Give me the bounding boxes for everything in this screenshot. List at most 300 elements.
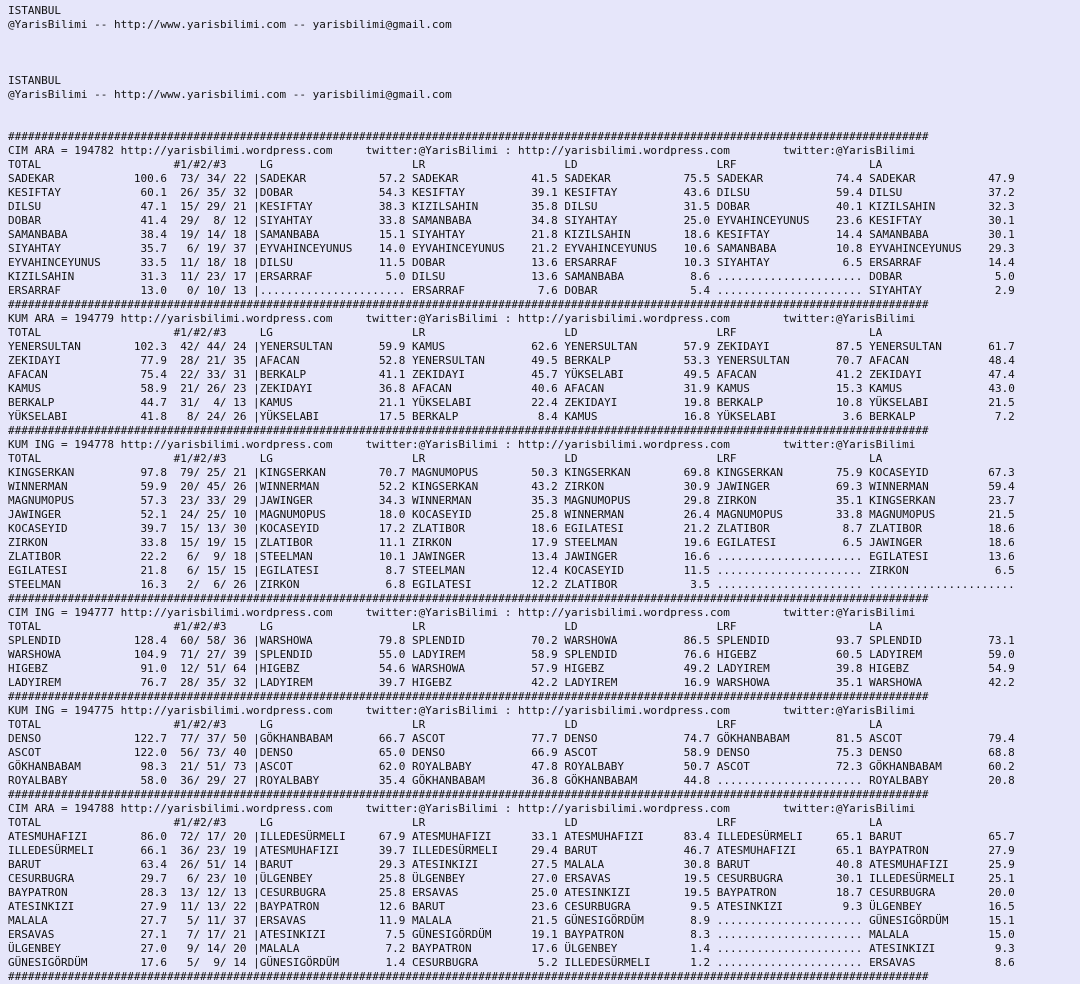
ranked-score: 26.4 xyxy=(683,508,711,521)
ranked-score: 13.6 xyxy=(531,270,558,283)
twitter-handle[interactable]: twitter:@YarisBilimi xyxy=(782,438,916,451)
twitter-handle[interactable]: twitter:@YarisBilimi xyxy=(365,802,499,815)
table-row: BARUT 63.4 26/ 51/ 14 |BARUT 29.3 ATESINKIZI 27.5 MALALA 30.8 BARUT 40.8 ATESMUHAFIZI 25.9 xyxy=(8,858,1015,871)
twitter-handle[interactable]: twitter:@YarisBilimi xyxy=(782,704,916,717)
ranked-horse-name: DENSO xyxy=(412,746,446,759)
ranked-horse-name: ERSAVAS xyxy=(259,914,307,927)
ranked-horse-name: KOCASEYID xyxy=(869,466,929,479)
ranked-score: 70.7 xyxy=(835,354,863,367)
ranked-score: 41.1 xyxy=(378,368,406,381)
place-counts: 6/ 9/ 18 xyxy=(173,550,247,563)
column-header-lrf: LRF xyxy=(716,452,737,465)
ranked-horse-name: HIGEBZ xyxy=(412,676,452,689)
wordpress-link[interactable]: http://yarisbilimi.wordpress.com xyxy=(120,312,333,325)
ranked-horse-name: ZIRKON xyxy=(412,536,452,549)
column-header-lr: LR xyxy=(412,326,426,339)
place-counts: 7/ 17/ 21 xyxy=(173,928,247,941)
site-link[interactable]: http://www.yarisbilimi.com xyxy=(113,18,287,31)
ranked-horse-name: CESURBUGRA xyxy=(716,872,783,885)
ranked-score: 21.5 xyxy=(988,508,1015,521)
ranked-horse-name: ASCOT xyxy=(564,746,598,759)
ranked-score: 14.4 xyxy=(988,256,1015,269)
ranked-score: 17.2 xyxy=(378,522,406,535)
ranked-horse-name: ILLEDESÜRMELI xyxy=(716,830,803,843)
ranked-score: 39.1 xyxy=(531,186,558,199)
ranked-horse-name: ZEKIDAYI xyxy=(869,368,923,381)
ranked-horse-name: ILLEDESÜRMELI xyxy=(259,830,346,843)
wordpress-link[interactable]: http://yarisbilimi.wordpress.com xyxy=(517,438,730,451)
column-header-lr: LR xyxy=(412,452,426,465)
separator-line: ########################################################################################################################################### xyxy=(8,970,929,983)
twitter-handle[interactable]: twitter:@YarisBilimi xyxy=(782,606,916,619)
ranked-score: 33.8 xyxy=(378,214,406,227)
total-score: 27.7 xyxy=(140,914,167,927)
total-score: 57.3 xyxy=(140,494,167,507)
table-row: YÜKSELABI 41.8 8/ 24/ 26 |YÜKSELABI 17.5 BERKALP 8.4 KAMUS 16.8 YÜKSELABI 3.6 BERKALP 7.2 xyxy=(8,410,1015,423)
ranked-horse-name: KINGSERKAN xyxy=(259,466,326,479)
ranked-score: 11.1 xyxy=(378,536,406,549)
ranked-horse-name: KINGSERKAN xyxy=(412,480,479,493)
ranked-horse-name: ZEKIDAYI xyxy=(412,368,466,381)
ranked-horse-name: KESIFTAY xyxy=(869,214,923,227)
horse-name: CESURBUGRA xyxy=(8,872,75,885)
ranked-horse-name: MAGNUMOPUS xyxy=(716,508,783,521)
place-counts: 20/ 45/ 26 xyxy=(173,480,247,493)
ranked-horse-name: ASCOT xyxy=(259,760,293,773)
ranked-score: 74.7 xyxy=(683,732,711,745)
ranked-horse-name: BERKALP xyxy=(412,410,459,423)
ranked-horse-name: YENERSULTAN xyxy=(716,354,790,367)
table-row: EYVAHINCEYUNUS 33.5 11/ 18/ 18 |DILSU 11.5 DOBAR 13.6 ERSARRAF 10.3 SIYAHTAY 6.5 ERSARRAF 14.4 xyxy=(8,256,1015,269)
column-header-line xyxy=(8,158,1080,172)
ranked-score: 18.6 xyxy=(683,228,711,241)
race-title: CIM ARA = 194782 xyxy=(8,144,114,157)
ranked-score: 30.1 xyxy=(835,872,863,885)
horse-name: SPLENDID xyxy=(8,634,61,647)
place-counts: 5/ 9/ 14 xyxy=(173,956,247,969)
ranked-horse-name: ERSAVAS xyxy=(564,872,611,885)
ranked-horse-name: BARUT xyxy=(259,858,293,871)
ranked-score: 47.4 xyxy=(988,368,1015,381)
ranked-score: 10.1 xyxy=(378,550,406,563)
ranked-horse-name: BAYPATRON xyxy=(564,928,624,941)
horse-name: SAMANBABA xyxy=(8,228,68,241)
table-row: DENSO 122.7 77/ 37/ 50 |GÖKHANBABAM 66.7 ASCOT 77.7 DENSO 74.7 GÖKHANBABAM 81.5 ASCOT 79.4 xyxy=(8,732,1015,745)
total-header: TOTAL xyxy=(8,158,42,171)
ranked-horse-name: KESIFTAY xyxy=(412,186,466,199)
ranked-score: 2.9 xyxy=(994,284,1015,297)
column-header-lrf: LRF xyxy=(716,816,737,829)
ranked-horse-name: YÜKSELABI xyxy=(869,396,929,409)
ranked-score: 35.8 xyxy=(531,200,558,213)
ranked-score: 65.1 xyxy=(835,844,863,857)
ranked-horse-name: ZIRKON xyxy=(869,564,909,577)
column-header-lg: LG xyxy=(259,452,273,465)
ranked-horse-name: DOBAR xyxy=(869,270,903,283)
horse-name: BARUT xyxy=(8,858,42,871)
place-counts: 6/ 15/ 15 xyxy=(173,564,247,577)
ranked-score: 67.3 xyxy=(988,466,1015,479)
column-header-lg: LG xyxy=(259,158,273,171)
ranked-score: 5.0 xyxy=(994,270,1015,283)
place-counts: 22/ 33/ 31 xyxy=(173,368,247,381)
ranked-horse-name: EGILATESI xyxy=(869,550,929,563)
ranked-score: 38.3 xyxy=(378,200,406,213)
ranked-horse-name: BARUT xyxy=(564,844,598,857)
places-header: #1/#2/#3 xyxy=(173,326,227,339)
ranked-score: 62.0 xyxy=(378,760,406,773)
ranked-score: 22.4 xyxy=(531,396,558,409)
email-link[interactable]: yarisbilimi@gmail.com xyxy=(312,18,452,31)
table-row: MAGNUMOPUS 57.3 23/ 33/ 29 |JAWINGER 34.3 WINNERMAN 35.3 MAGNUMOPUS 29.8 ZIRKON 35.1 KINGSERKAN 23.7 xyxy=(8,494,1015,507)
ranked-horse-name: ROYALBABY xyxy=(564,760,624,773)
ranked-score: 75.9 xyxy=(835,466,863,479)
ranked-score: 25.0 xyxy=(683,214,711,227)
ranked-score: 33.8 xyxy=(835,508,863,521)
column-header-line xyxy=(8,452,1080,466)
city-label: ISTANBUL xyxy=(8,4,61,17)
total-score: 33.5 xyxy=(140,256,167,269)
ranked-score: 35.1 xyxy=(835,676,863,689)
wordpress-link[interactable]: http://yarisbilimi.wordpress.com xyxy=(120,606,333,619)
ranked-score: 16.9 xyxy=(683,676,711,689)
ranked-horse-name: ERSAVAS xyxy=(869,956,916,969)
table-row: DILSU 47.1 15/ 29/ 21 |KESIFTAY 38.3 KIZILSAHIN 35.8 DILSU 31.5 DOBAR 40.1 KIZILSAHIN 32.3 xyxy=(8,200,1015,213)
table-row: SIYAHTAY 35.7 6/ 19/ 37 |EYVAHINCEYUNUS 14.0 EYVAHINCEYUNUS 21.2 EYVAHINCEYUNUS 10.6 SAMANBABA 10.8 EYVAHINCEYUNUS 29.3 xyxy=(8,242,1015,255)
column-header-la: LA xyxy=(869,158,883,171)
ranked-score: 19.5 xyxy=(683,886,711,899)
table-row: GÜNESIGÖRDÜM 17.6 5/ 9/ 14 |GÜNESIGÖRDÜM 1.4 CESURBUGRA 5.2 ILLEDESÜRMELI 1.2 ...................... ERSAVAS 8.6 xyxy=(8,956,1015,969)
total-score: 104.9 xyxy=(133,648,167,661)
ranked-score: 46.7 xyxy=(683,844,711,857)
place-counts: 77/ 37/ 50 xyxy=(173,732,247,745)
header-city xyxy=(8,4,1080,18)
horse-name: MALALA xyxy=(8,914,48,927)
twitter-handle[interactable]: twitter:@YarisBilimi xyxy=(365,144,499,157)
place-counts: 71/ 27/ 39 xyxy=(173,648,247,661)
ranked-horse-name: LADYIREM xyxy=(564,676,618,689)
total-header: TOTAL xyxy=(8,326,42,339)
total-score: 44.7 xyxy=(140,396,167,409)
total-header: TOTAL xyxy=(8,816,42,829)
table-row: GÖKHANBABAM 98.3 21/ 51/ 73 |ASCOT 62.0 ROYALBABY 47.8 ROYALBABY 50.7 ASCOT 72.3 GÖKHANBABAM 60.2 xyxy=(8,760,1015,773)
table-row: ERSARRAF 13.0 0/ 10/ 13 |...................... ERSARRAF 7.6 DOBAR 5.4 ...................... SIYAHTAY 2.9 xyxy=(8,284,1015,297)
wordpress-link[interactable]: http://yarisbilimi.wordpress.com xyxy=(120,704,333,717)
place-counts: 15/ 19/ 15 xyxy=(173,536,247,549)
place-counts: 26/ 51/ 14 xyxy=(173,858,247,871)
twitter-handle[interactable]: twitter:@YarisBilimi xyxy=(365,312,499,325)
ranked-horse-name: SIYAHTAY xyxy=(259,214,313,227)
ranked-score: 35.3 xyxy=(531,494,558,507)
blank-line xyxy=(8,60,1080,74)
ranked-score: 43.2 xyxy=(531,480,558,493)
total-score: 63.4 xyxy=(140,858,167,871)
place-counts: 21/ 51/ 73 xyxy=(173,760,247,773)
ranked-horse-name: SIYAHTAY xyxy=(869,284,923,297)
places-header: #1/#2/#3 xyxy=(173,158,227,171)
ranked-horse-name: JAWINGER xyxy=(716,480,770,493)
table-row: HIGEBZ 91.0 12/ 51/ 64 |HIGEBZ 54.6 WARSHOWA 57.9 HIGEBZ 49.2 LADYIREM 39.8 HIGEBZ 54.9 xyxy=(8,662,1015,675)
ranked-horse-name: SIYAHTAY xyxy=(412,228,466,241)
wordpress-link[interactable]: http://yarisbilimi.wordpress.com xyxy=(517,312,730,325)
place-counts: 11/ 18/ 18 xyxy=(173,256,247,269)
wordpress-link[interactable]: http://yarisbilimi.wordpress.com xyxy=(120,144,333,157)
ranked-score: 49.5 xyxy=(531,354,558,367)
twitter-handle[interactable]: twitter:@YarisBilimi xyxy=(365,606,499,619)
ranked-score: 6.5 xyxy=(842,256,863,269)
table-row: ASCOT 122.0 56/ 73/ 40 |DENSO 65.0 DENSO 66.9 ASCOT 58.9 DENSO 75.3 DENSO 68.8 xyxy=(8,746,1015,759)
table-row: STEELMAN 16.3 2/ 6/ 26 |ZIRKON 6.8 EGILATESI 12.2 ZLATIBOR 3.5 ...................... ...................... xyxy=(8,578,1015,591)
ranked-horse-name: GÖKHANBABAM xyxy=(412,774,485,787)
place-counts: 31/ 4/ 13 xyxy=(173,396,247,409)
table-row: ZIRKON 33.8 15/ 19/ 15 |ZLATIBOR 11.1 ZIRKON 17.9 STEELMAN 19.6 EGILATESI 6.5 JAWINGER 18.6 xyxy=(8,536,1015,549)
table-row: YENERSULTAN 102.3 42/ 44/ 24 |YENERSULTAN 59.9 KAMUS 62.6 YENERSULTAN 57.9 ZEKIDAYI 87.5 YENERSULTAN 61.7 xyxy=(8,340,1015,353)
horse-name: KINGSERKAN xyxy=(8,466,75,479)
column-header-la: LA xyxy=(869,452,883,465)
total-score: 122.0 xyxy=(133,746,167,759)
wordpress-link[interactable]: http://yarisbilimi.wordpress.com xyxy=(120,802,333,815)
table-row: ZLATIBOR 22.2 6/ 9/ 18 |STEELMAN 10.1 JAWINGER 13.4 JAWINGER 16.6 ...................... EGILATESI 13.6 xyxy=(8,550,1015,563)
place-counts: 8/ 24/ 26 xyxy=(173,410,247,423)
ranked-horse-name: YENERSULTAN xyxy=(564,340,638,353)
separator-line: ########################################################################################################################################### xyxy=(8,690,929,703)
ranked-score: 25.0 xyxy=(531,886,558,899)
ranked-score: 13.6 xyxy=(531,256,558,269)
total-score: 98.3 xyxy=(140,760,167,773)
place-counts: 29/ 8/ 12 xyxy=(173,214,247,227)
column-header-ld: LD xyxy=(564,326,578,339)
ranked-score: 79.4 xyxy=(988,732,1015,745)
blank-line xyxy=(8,102,1080,116)
ranked-score: 66.9 xyxy=(531,746,558,759)
ranked-horse-name: ...................... xyxy=(869,578,1015,591)
ranked-horse-name: AFACAN xyxy=(564,382,605,395)
ranked-horse-name: KAMUS xyxy=(564,410,598,423)
ranked-horse-name: ERSARRAF xyxy=(869,256,923,269)
ranked-score: 77.7 xyxy=(531,732,558,745)
ranked-horse-name: YENERSULTAN xyxy=(869,340,942,353)
city-label: ISTANBUL xyxy=(8,74,61,87)
table-row: WINNERMAN 59.9 20/ 45/ 26 |WINNERMAN 52.2 KINGSERKAN 43.2 ZIRKON 30.9 JAWINGER 69.3 WINNERMAN 59.4 xyxy=(8,480,1015,493)
ranked-score: 49.2 xyxy=(683,662,711,675)
ranked-score: 52.2 xyxy=(378,480,406,493)
ranked-horse-name: ATESMUHAFIZI xyxy=(412,830,492,843)
ranked-horse-name: MALALA xyxy=(259,942,300,955)
email-link[interactable]: yarisbilimi@gmail.com xyxy=(312,88,452,101)
column-header-ld: LD xyxy=(564,452,578,465)
ranked-score: 39.8 xyxy=(835,662,863,675)
ranked-score: 7.5 xyxy=(385,928,406,941)
ranked-score: 29.3 xyxy=(988,242,1015,255)
table-row: JAWINGER 52.1 24/ 25/ 10 |MAGNUMOPUS 18.0 KOCASEYID 25.8 WINNERMAN 26.4 MAGNUMOPUS 33.8 MAGNUMOPUS 21.5 xyxy=(8,508,1015,521)
ranked-score: 86.5 xyxy=(683,634,711,647)
ranked-score: 65.0 xyxy=(378,746,406,759)
ranked-horse-name: SPLENDID xyxy=(716,634,770,647)
ranked-score: 65.1 xyxy=(835,830,863,843)
ranked-score: 19.8 xyxy=(683,396,711,409)
table-row: LADYIREM 76.7 28/ 35/ 32 |LADYIREM 39.7 HIGEBZ 42.2 LADYIREM 16.9 WARSHOWA 35.1 WARSHOWA 42.2 xyxy=(8,676,1015,689)
ranked-score: 23.6 xyxy=(835,214,863,227)
column-header-la: LA xyxy=(869,816,883,829)
ranked-score: 59.0 xyxy=(988,648,1015,661)
ranked-horse-name: BERKALP xyxy=(716,396,764,409)
table-row: ATESINKIZI 27.9 11/ 13/ 22 |BAYPATRON 12.6 BARUT 23.6 CESURBUGRA 9.5 ATESINKIZI 9.3 ÜLGENBEY 16.5 xyxy=(8,900,1015,913)
ranked-horse-name: DENSO xyxy=(716,746,750,759)
ranked-horse-name: KIZILSAHIN xyxy=(412,200,479,213)
ranked-horse-name: SAMANBABA xyxy=(259,228,320,241)
ranked-horse-name: EYVAHINCEYUNUS xyxy=(869,242,962,255)
ranked-score: 25.8 xyxy=(531,508,558,521)
wordpress-link[interactable]: http://yarisbilimi.wordpress.com xyxy=(517,802,730,815)
ranked-horse-name: SADEKAR xyxy=(564,172,611,185)
place-counts: 26/ 35/ 32 xyxy=(173,186,247,199)
column-header-ld: LD xyxy=(564,158,578,171)
wordpress-link[interactable]: http://yarisbilimi.wordpress.com xyxy=(517,704,730,717)
horse-name: YÜKSELABI xyxy=(8,410,68,423)
ranked-score: 27.0 xyxy=(531,872,558,885)
ranked-horse-name: ZEKIDAYI xyxy=(716,340,770,353)
ranked-horse-name: MAGNUMOPUS xyxy=(869,508,936,521)
places-header: #1/#2/#3 xyxy=(173,452,227,465)
ranked-horse-name: SADEKAR xyxy=(412,172,459,185)
horse-name: WARSHOWA xyxy=(8,648,61,661)
ranked-horse-name: YÜKSELABI xyxy=(716,410,777,423)
ranked-horse-name: ROYALBABY xyxy=(412,760,472,773)
separator-line: ########################################################################################################################################### xyxy=(8,130,929,143)
ranked-horse-name: SPLENDID xyxy=(259,648,313,661)
ranked-score: 87.5 xyxy=(835,340,863,353)
place-counts: 23/ 33/ 29 xyxy=(173,494,247,507)
wordpress-link[interactable]: http://yarisbilimi.wordpress.com xyxy=(517,144,730,157)
total-score: 128.4 xyxy=(133,634,167,647)
ranked-horse-name: YENERSULTAN xyxy=(259,340,333,353)
ranked-score: 43.6 xyxy=(683,186,711,199)
total-score: 21.8 xyxy=(140,564,167,577)
ranked-score: 54.9 xyxy=(988,662,1015,675)
horse-name: ERSARRAF xyxy=(8,284,61,297)
race-title: CIM ARA = 194788 xyxy=(8,802,114,815)
place-counts: 24/ 25/ 10 xyxy=(173,508,247,521)
ranked-score: 41.2 xyxy=(835,368,863,381)
ranked-horse-name: GÖKHANBABAM xyxy=(716,732,790,745)
ranked-horse-name: EGILATESI xyxy=(716,536,777,549)
ranked-horse-name: ...................... xyxy=(716,550,863,563)
ranked-score: 25.8 xyxy=(378,886,406,899)
ranked-score: 15.0 xyxy=(988,928,1015,941)
twitter-handle[interactable]: twitter:@YarisBilimi xyxy=(365,704,499,717)
ranked-horse-name: ZEKIDAYI xyxy=(259,382,313,395)
ranked-score: 30.8 xyxy=(683,858,711,871)
total-header: TOTAL xyxy=(8,452,42,465)
twitter-handle[interactable]: twitter:@YarisBilimi xyxy=(782,802,916,815)
ranked-horse-name: HIGEBZ xyxy=(564,662,605,675)
ranked-horse-name: KINGSERKAN xyxy=(564,466,631,479)
total-score: 17.6 xyxy=(140,956,167,969)
ranked-horse-name: SPLENDID xyxy=(869,634,923,647)
places-header: #1/#2/#3 xyxy=(173,718,227,731)
total-score: 13.0 xyxy=(140,284,167,297)
twitter-handle[interactable]: twitter:@YarisBilimi xyxy=(365,438,499,451)
ranked-score: 18.6 xyxy=(531,522,558,535)
ranked-horse-name: ERSARRAF xyxy=(564,256,618,269)
ranked-score: 17.6 xyxy=(531,942,558,955)
ranked-horse-name: ATESINKIZI xyxy=(564,886,631,899)
separator-line: ########################################################################################################################################### xyxy=(8,788,929,801)
total-score: 58.0 xyxy=(140,774,167,787)
ranked-score: 9.3 xyxy=(842,900,863,913)
ranked-score: 7.2 xyxy=(994,410,1015,423)
ranked-horse-name: ...................... xyxy=(716,942,863,955)
ranked-score: 69.8 xyxy=(683,466,711,479)
ranked-horse-name: ERSAVAS xyxy=(412,886,459,899)
ranked-score: 40.8 xyxy=(835,858,863,871)
horse-name: ZEKIDAYI xyxy=(8,354,61,367)
ranked-horse-name: BARUT xyxy=(412,900,446,913)
ranked-score: 29.4 xyxy=(531,844,558,857)
ranked-horse-name: WINNERMAN xyxy=(259,480,320,493)
ranked-score: 11.5 xyxy=(378,256,406,269)
horse-name: LADYIREM xyxy=(8,676,61,689)
blank-line xyxy=(8,32,1080,46)
ranked-score: 23.7 xyxy=(988,494,1015,507)
ranked-score: 50.7 xyxy=(683,760,711,773)
ranked-score: 18.0 xyxy=(378,508,406,521)
twitter-handle[interactable]: twitter:@YarisBilimi xyxy=(782,144,916,157)
ranked-horse-name: DENSO xyxy=(564,732,598,745)
horse-name: SIYAHTAY xyxy=(8,242,61,255)
table-row: SAMANBABA 38.4 19/ 14/ 18 |SAMANBABA 15.1 SIYAHTAY 21.8 KIZILSAHIN 18.6 KESIFTAY 14.4 SAMANBABA 30.1 xyxy=(8,228,1015,241)
ranked-horse-name: SIYAHTAY xyxy=(716,256,770,269)
ranked-horse-name: KOCASEYID xyxy=(564,564,624,577)
site-link[interactable]: http://www.yarisbilimi.com xyxy=(113,88,287,101)
ranked-horse-name: SADEKAR xyxy=(716,172,764,185)
horse-name: DENSO xyxy=(8,732,42,745)
column-header-lrf: LRF xyxy=(716,620,737,633)
ranked-score: 1.4 xyxy=(385,956,406,969)
table-row: ZEKIDAYI 77.9 28/ 21/ 35 |AFACAN 52.8 YENERSULTAN 49.5 BERKALP 53.3 YENERSULTAN 70.7 AFACAN 48.4 xyxy=(8,354,1015,367)
wordpress-link[interactable]: http://yarisbilimi.wordpress.com xyxy=(517,606,730,619)
ranked-horse-name: JAWINGER xyxy=(412,550,466,563)
horse-name: ZLATIBOR xyxy=(8,550,61,563)
horse-name: JAWINGER xyxy=(8,508,61,521)
ranked-horse-name: STEELMAN xyxy=(259,550,313,563)
horse-name: HIGEBZ xyxy=(8,662,48,675)
ranked-score: 74.4 xyxy=(835,172,863,185)
ranked-horse-name: ...................... xyxy=(716,914,863,927)
ranked-horse-name: ROYALBABY xyxy=(259,774,320,787)
wordpress-link[interactable]: http://yarisbilimi.wordpress.com xyxy=(120,438,333,451)
ranked-score: 70.7 xyxy=(378,466,406,479)
ranked-horse-name: SAMANBABA xyxy=(412,214,472,227)
ranked-horse-name: ILLEDESÜRMELI xyxy=(412,844,499,857)
ranked-horse-name: ÜLGENBEY xyxy=(564,942,618,955)
ranked-score: 27.5 xyxy=(531,858,558,871)
place-counts: 73/ 34/ 22 xyxy=(173,172,247,185)
ranked-horse-name: MALALA xyxy=(412,914,452,927)
ranked-horse-name: ZIRKON xyxy=(259,578,300,591)
ranked-horse-name: ...................... xyxy=(716,564,863,577)
table-row: AFACAN 75.4 22/ 33/ 31 |BERKALP 41.1 ZEKIDAYI 45.7 YÜKSELABI 49.5 AFACAN 41.2 ZEKIDAYI 47.4 xyxy=(8,368,1015,381)
ranked-horse-name: WARSHOWA xyxy=(412,662,466,675)
ranked-horse-name: MAGNUMOPUS xyxy=(564,494,631,507)
total-score: 38.4 xyxy=(140,228,167,241)
ranked-horse-name: KESIFTAY xyxy=(564,186,618,199)
table-row: BERKALP 44.7 31/ 4/ 13 |KAMUS 21.1 YÜKSELABI 22.4 ZEKIDAYI 19.8 BERKALP 10.8 YÜKSELABI 21.5 xyxy=(8,396,1015,409)
twitter-handle[interactable]: twitter:@YarisBilimi xyxy=(782,312,916,325)
ranked-horse-name: ATESINKIZI xyxy=(716,900,783,913)
total-score: 77.9 xyxy=(140,354,167,367)
horse-name: ILLEDESÜRMELI xyxy=(8,844,95,857)
